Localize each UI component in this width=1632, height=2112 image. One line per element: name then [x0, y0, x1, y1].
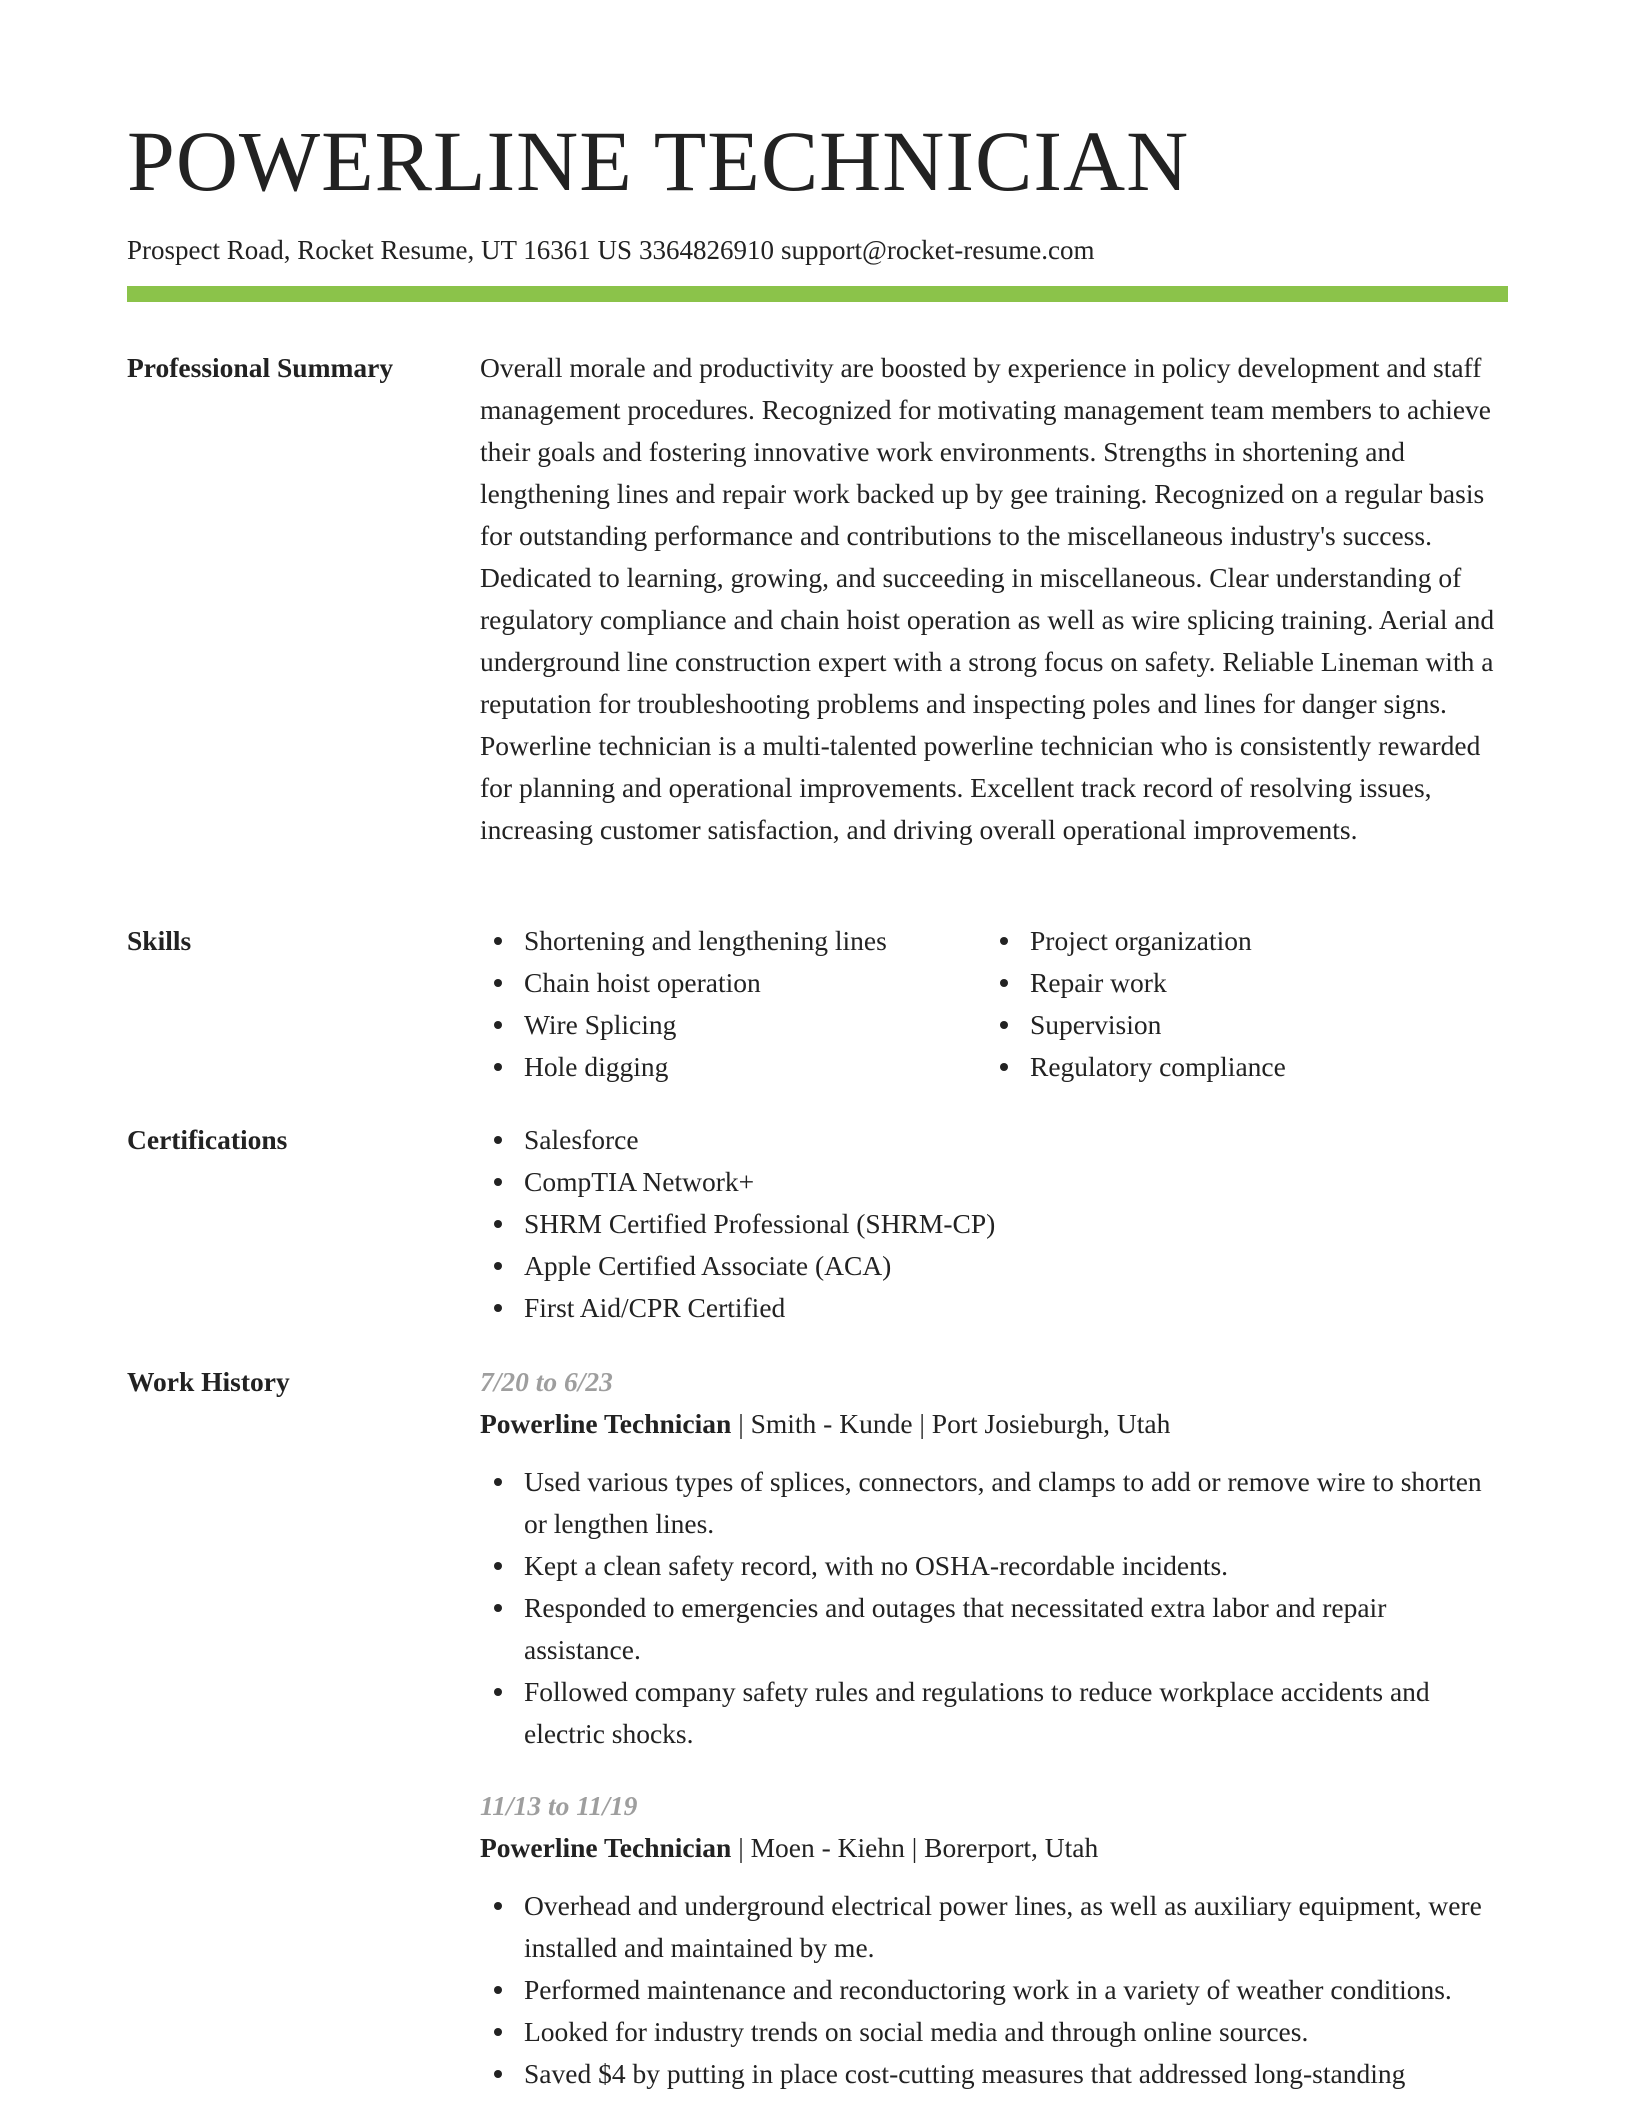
job-heading: [480, 1403, 1508, 1445]
certifications-label: Certifications: [127, 1124, 288, 1155]
skill-item: Project organization: [986, 920, 1492, 962]
skill-item: Chain hoist operation: [480, 962, 986, 1004]
skill-item: Regulatory compliance: [986, 1046, 1492, 1088]
certification-item: CompTIA Network+: [480, 1161, 1508, 1203]
work-history-label: Work History: [127, 1366, 290, 1397]
job-entry: [480, 1361, 1508, 1755]
contact-address: Prospect Road, Rocket Resume, UT 16361 US: [127, 235, 632, 265]
certification-item: Salesforce: [480, 1119, 1508, 1161]
job-bullet: Responded to emergencies and outages that necessitated extra labor and repair assistance.: [480, 1587, 1508, 1671]
job-bullet: Overhead and underground electrical power lines, as well as auxiliary equipment, were installed and maintained by me.: [480, 1885, 1508, 1969]
contact-phone: 3364826910: [638, 235, 774, 265]
skill-item: Shortening and lengthening lines: [480, 920, 986, 962]
skill-item: Hole digging: [480, 1046, 986, 1088]
certifications-body: [480, 1119, 1508, 1329]
job-title: Powerline Technician: [480, 1408, 732, 1439]
job-bullet: Kept a clean safety record, with no OSHA-recordable incidents.: [480, 1545, 1508, 1587]
certification-item: First Aid/CPR Certified: [480, 1287, 1508, 1329]
summary-body: [480, 347, 1508, 851]
job-bullets: [480, 1461, 1508, 1755]
resume-name: POWERLINE TECHNICIAN: [127, 113, 1190, 209]
job-title: Powerline Technician: [480, 1832, 732, 1863]
job-heading: [480, 1827, 1508, 1869]
skills-list-left: [480, 920, 986, 1088]
summary-text: Overall morale and productivity are boosted by experience in policy development and staff management procedures. Recognized for motivating management team members to achieve their goals and fostering innovative work environments. Strengths in shortening and lengthening lines and repair work backed up by gee training. Recognized on a regular basis for outstanding performance and contributions to the miscellaneous industry's success. Dedicated to learning, growing, and succeeding in miscellaneous. Clear understanding of regulatory compliance and chain hoist operation as well as wire splicing training. Aerial and underground line construction expert with a strong focus on safety. Reliable Lineman with a reputation for troubleshooting problems and inspecting poles and lines for danger signs. Powerline technician is a multi-talented powerline technician who is consistently rewarded for planning and operational improvements. Excellent track record of resolving issues, increasing customer satisfaction, and driving overall operational improvements.: [480, 352, 1495, 845]
job-bullets: [480, 1885, 1508, 2095]
certifications-list: [480, 1119, 1508, 1329]
certification-item: SHRM Certified Professional (SHRM-CP): [480, 1203, 1508, 1245]
job-bullet: Saved $4 by putting in place cost-cutting measures that addressed long-standing: [480, 2053, 1508, 2095]
skills-label: Skills: [127, 925, 192, 956]
job-dates: 11/13 to 11/19: [480, 1790, 638, 1821]
work-history-body: [480, 1361, 1508, 2095]
skills-list-right: [986, 920, 1492, 1088]
accent-divider: [127, 286, 1508, 302]
job-bullet: Used various types of splices, connectors, and clamps to add or remove wire to shorten or lengthen lines.: [480, 1461, 1508, 1545]
job-bullet: Looked for industry trends on social media and through online sources.: [480, 2011, 1508, 2053]
skills-body: [480, 920, 1508, 1088]
job-bullet: Performed maintenance and reconductoring work in a variety of weather conditions.: [480, 1969, 1508, 2011]
skill-item: Supervision: [986, 1004, 1492, 1046]
certification-item: Apple Certified Associate (ACA): [480, 1245, 1508, 1287]
job-dates: 7/20 to 6/23: [480, 1366, 613, 1397]
job-details: | Smith - Kunde | Port Josieburgh, Utah: [738, 1408, 1171, 1439]
contact-line: [127, 232, 1095, 268]
summary-label: Professional Summary: [127, 352, 394, 383]
skill-item: Repair work: [986, 962, 1492, 1004]
contact-email: support@rocket-resume.com: [780, 235, 1095, 265]
skills-columns: [480, 920, 1508, 1088]
job-details: | Moen - Kiehn | Borerport, Utah: [738, 1832, 1099, 1863]
job-bullet: Followed company safety rules and regulations to reduce workplace accidents and electric shocks.: [480, 1671, 1508, 1755]
job-entry: [480, 1785, 1508, 2095]
skill-item: Wire Splicing: [480, 1004, 986, 1046]
